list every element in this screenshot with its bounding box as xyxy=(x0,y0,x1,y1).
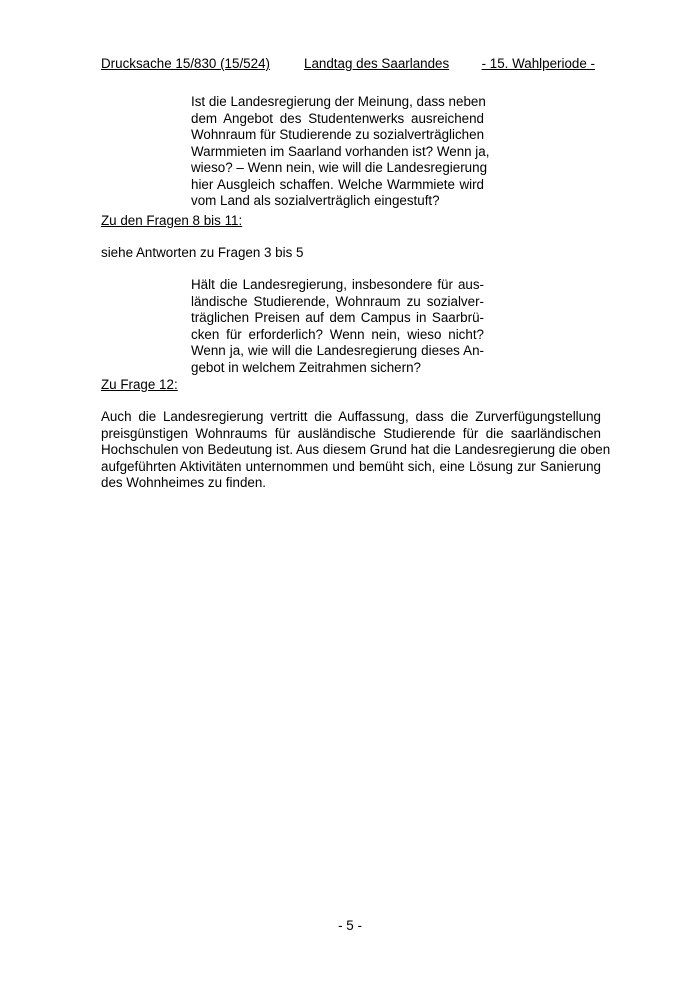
answer-paragraph-frage-12 xyxy=(101,409,611,492)
paragraph-line: Auch die Landesregierung vertritt die Auffassung, dass die Zurverfügungstellung xyxy=(101,409,601,424)
page-number: - 5 - xyxy=(338,918,362,933)
header-wahlperiode: - 15. Wahlperiode - xyxy=(481,56,595,71)
quote-line: Hält die Landesregierung, insbesondere für aus- xyxy=(191,277,484,292)
quote-line: dem Angebot des Studentenwerks ausreichend xyxy=(191,110,484,126)
quote-line: hier Ausgleich schaffen. Welche Warmmiete wird xyxy=(191,176,484,192)
paragraph-line: Hochschulen von Bedeutung ist. Aus diesem Grund hat die Landesregierung die oben xyxy=(101,442,611,457)
header-drucksache: Drucksache 15/830 (15/524) xyxy=(101,56,270,71)
paragraph-line: des Wohnheimes zu finden. xyxy=(101,475,267,490)
quote-line: träglichen Preisen auf dem Campus in Saarbrü- xyxy=(191,310,484,325)
quote-line: ländische Studierende, Wohnraum zu sozialver- xyxy=(191,293,484,309)
quote-line: vom Land als sozialverträglich eingestuft? xyxy=(191,193,440,208)
section-heading-frage-12: Zu Frage 12: xyxy=(101,377,178,392)
quote-line: cken für erforderlich? Wenn nein, wieso nicht? xyxy=(191,326,484,342)
quote-line: Warmmieten im Saarland vorhanden ist? Wenn ja, xyxy=(191,143,490,159)
header-landtag: Landtag des Saarlandes xyxy=(304,56,450,71)
section-heading-fragen-8-11: Zu den Fragen 8 bis 11: xyxy=(101,213,243,228)
quote-line: wieso? – Wenn nein, wie will die Landesregierung xyxy=(191,160,488,175)
section-text-siehe-antworten: siehe Antworten zu Fragen 3 bis 5 xyxy=(101,245,304,260)
quote-line: Wohnraum für Studierende zu sozialverträglichen xyxy=(191,127,485,142)
quote-line: Ist die Landesregierung der Meinung, dass neben xyxy=(191,94,486,109)
quote-line: gebot in welchem Zeitrahmen sichern? xyxy=(191,359,421,375)
quote-line: Wenn ja, wie will die Landesregierung dieses An- xyxy=(191,343,484,358)
question-quote-1 xyxy=(191,94,490,210)
paragraph-line: aufgeführten Aktivitäten unternommen und bemüht sich, eine Lösung zur Sanierung xyxy=(101,458,601,474)
paragraph-line: preisgünstigen Wohnraums für ausländische Studierende für die saarländischen xyxy=(101,425,601,441)
question-quote-2 xyxy=(191,277,484,376)
